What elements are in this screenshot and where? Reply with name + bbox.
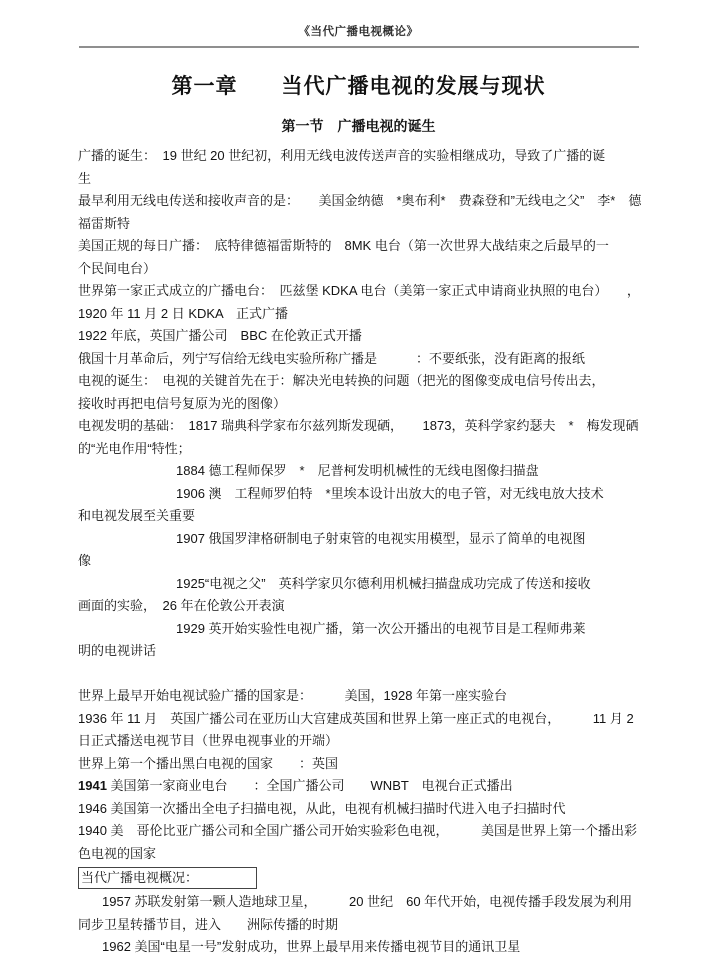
text-line: 世界上最早开始电视试验广播的国家是： 美国，1928 年第一座实验台 — [78, 688, 508, 703]
text-line: 像 — [78, 553, 92, 568]
text-line: 1929 英开始实验性电视广播，第一次公开播出的电视节目是工程师弗莱 — [176, 620, 586, 636]
text-line: 画面的实验， 26 年在伦敦公开表演 — [78, 598, 285, 613]
text-line: 世界第一家正式成立的广播电台： 匹兹堡 KDKA 电台（美第一家正式申请商业执照的电台） ， — [78, 283, 640, 298]
text-line: 1936 年 11 月 英国广播公司在亚历山大宫建成英国和世界上第一座正式的电视台， 11 月 2 — [78, 710, 634, 726]
text-line: 最早利用无线电传送和接收声音的是： 美国金纳德 *奥布利* 费森登和”无线电之父” 李* 德 — [78, 193, 642, 208]
document-body — [0, 145, 717, 959]
text-line: 美国正规的每日广播： 底特律德福雷斯特的 8MK 电台（第一次世界大战结束之后最早的一 — [78, 238, 609, 253]
boxed-heading: 当代广播电视概况： — [78, 867, 257, 889]
bold-year: 1941 — [78, 778, 107, 793]
text-line: 1925“电视之父” 英科学家贝尔德利用机械扫描盘成功完成了传送和接收 — [176, 575, 591, 591]
text-line: 1946 美国第一次播出全电子扫描电视，从此，电视有机械扫描时代进入电子扫描时代 — [78, 800, 566, 816]
text-line: 和电视发展至关重要 — [78, 508, 196, 523]
text-line: 福雷斯特 — [78, 215, 131, 231]
text-line: 1906 澳 工程师罗伯特 *里埃本设计出放大的电子管，对无线电放大技术 — [176, 485, 604, 501]
text-line — [78, 663, 677, 686]
text-line: 1922 年底，英国广播公司 BBC 在伦敦正式开播 — [78, 328, 362, 343]
text-line: 电视的诞生： 电视的关键首先在于：解决光电转换的问题（把光的图像变成电信号传出去， — [78, 373, 605, 388]
text-line: 日正式播送电视节目（世界电视事业的开端） — [78, 733, 339, 748]
text-line: 色电视的国家 — [78, 845, 157, 861]
text-line: 广播的诞生： 19 世纪 20 世纪初，利用无线电波传送声音的实验相继成功，导致了广播的诞 — [78, 148, 606, 163]
header-divider — [79, 46, 639, 48]
text-line: 明的电视讲话 — [78, 643, 157, 658]
page-header: 《当代广播电视概论》 — [298, 26, 419, 38]
text-line: 1962 美国“电星一号”发射成功，世界上最早用来传播电视节目的通讯卫星 — [102, 939, 521, 954]
text-line: 生 — [78, 170, 92, 186]
text-line — [78, 865, 677, 891]
text-line: 1957 苏联发射第一颗人造地球卫星， 20 世纪 60 年代开始，电视传播手段发展为利用 — [102, 894, 633, 909]
text-line: 1884 德工程师保罗 * 尼普柯发明机械性的无线电图像扫描盘 — [176, 463, 539, 478]
text-line: 电视发明的基础： 1817 瑞典科学家布尔兹列斯发现硒， 1873，英科学家约瑟夫 * 梅发现硒 — [78, 418, 639, 433]
text-line: 世界上第一个播出黑白电视的国家 ：英国 — [78, 755, 339, 771]
text-line: 个民间电台） — [78, 260, 157, 276]
text-line: 俄国十月革命后，列宁写信给无线电实验所称广播是 ：不要纸张，没有距离的报纸 — [78, 350, 586, 366]
text-line: 1920 年 11 月 2 日 KDKA 正式广播 — [78, 305, 288, 321]
text-line: 1907 俄国罗津格研制电子射束管的电视实用模型，显示了简单的电视图 — [176, 530, 586, 546]
text-line: 1941 美国第一家商业电台 ：全国广播公司 WNBT 电视台正式播出 — [78, 778, 513, 793]
text-line: 的“光电作用“特性； — [78, 440, 191, 456]
text-line: 接收时再把电信号复原为光的图像） — [78, 395, 287, 411]
text-line: 1940 美 哥伦比亚广播公司和全国广播公司开始实验彩色电视， 美国是世界上第一个播出彩 — [78, 823, 638, 838]
section-title: 第一节 广播电视的诞生 — [281, 118, 436, 134]
chapter-title: 第一章 当代广播电视的发展与现状 — [171, 75, 546, 98]
text-line: 同步卫星转播节目，进入 洲际传播的时期 — [78, 916, 339, 932]
